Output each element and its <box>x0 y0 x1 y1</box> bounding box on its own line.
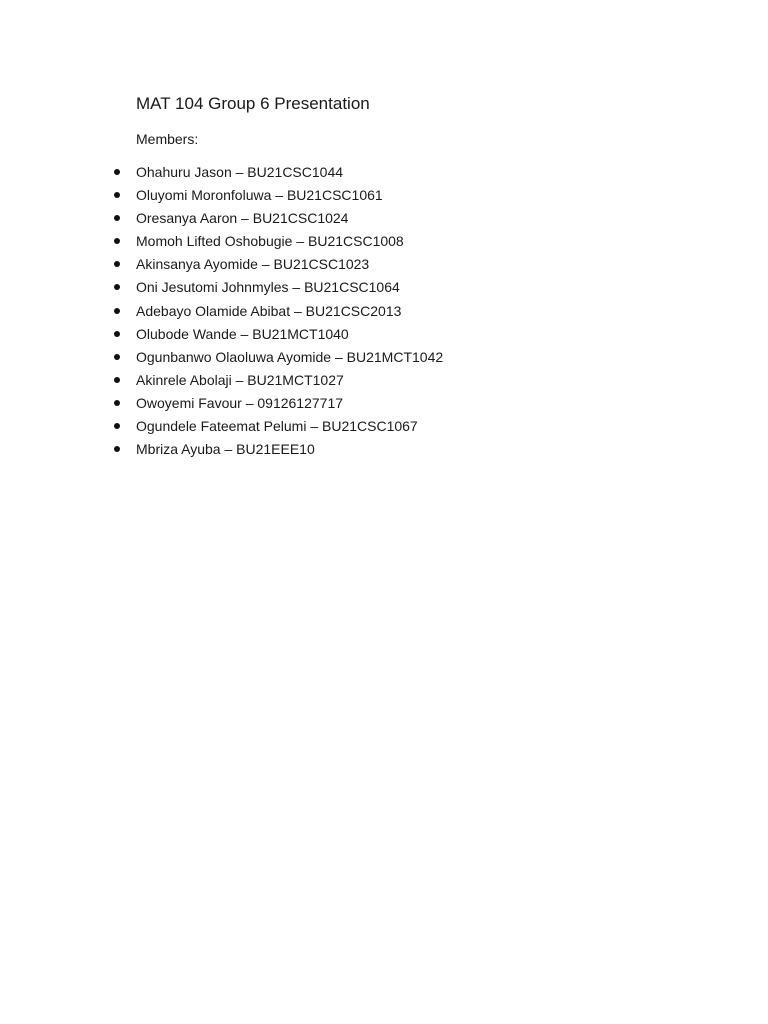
member-entry: Ogunbanwo Olaoluwa Ayomide – BU21MCT1042 <box>136 348 444 365</box>
bullet-icon <box>114 446 120 452</box>
bullet-icon <box>114 169 120 175</box>
member-entry: Oresanya Aaron – BU21CSC1024 <box>136 210 349 227</box>
bullet-icon <box>114 400 120 406</box>
member-entry: Olubode Wande – BU21MCT1040 <box>136 325 349 342</box>
document-title: MAT 104 Group 6 Presentation <box>136 94 370 113</box>
bullet-icon <box>114 192 120 198</box>
bullet-icon <box>114 331 120 337</box>
member-entry: Ogundele Fateemat Pelumi – BU21CSC1067 <box>136 418 418 435</box>
member-entry: Momoh Lifted Oshobugie – BU21CSC1008 <box>136 233 404 250</box>
bullet-icon <box>114 354 120 360</box>
bullet-icon <box>114 377 120 383</box>
bullet-icon <box>114 423 120 429</box>
members-label: Members: <box>136 131 199 147</box>
bullet-icon <box>114 284 120 290</box>
member-entry: Owoyemi Favour – 09126127717 <box>136 394 344 411</box>
member-entry: Oluyomi Moronfoluwa – BU21CSC1061 <box>136 187 383 204</box>
member-entry: Mbriza Ayuba – BU21EEE10 <box>136 441 315 458</box>
bullet-icon <box>114 308 120 314</box>
bullet-icon <box>114 238 120 244</box>
bullet-icon <box>114 261 120 267</box>
member-entry: Adebayo Olamide Abibat – BU21CSC2013 <box>136 302 402 319</box>
member-entry: Oni Jesutomi Johnmyles – BU21CSC1064 <box>136 279 400 296</box>
bullet-icon <box>114 215 120 221</box>
member-entry: Akinsanya Ayomide – BU21CSC1023 <box>136 256 370 273</box>
member-entry: Akinrele Abolaji – BU21MCT1027 <box>136 371 344 388</box>
member-entry: Ohahuru Jason – BU21CSC1044 <box>136 164 344 180</box>
